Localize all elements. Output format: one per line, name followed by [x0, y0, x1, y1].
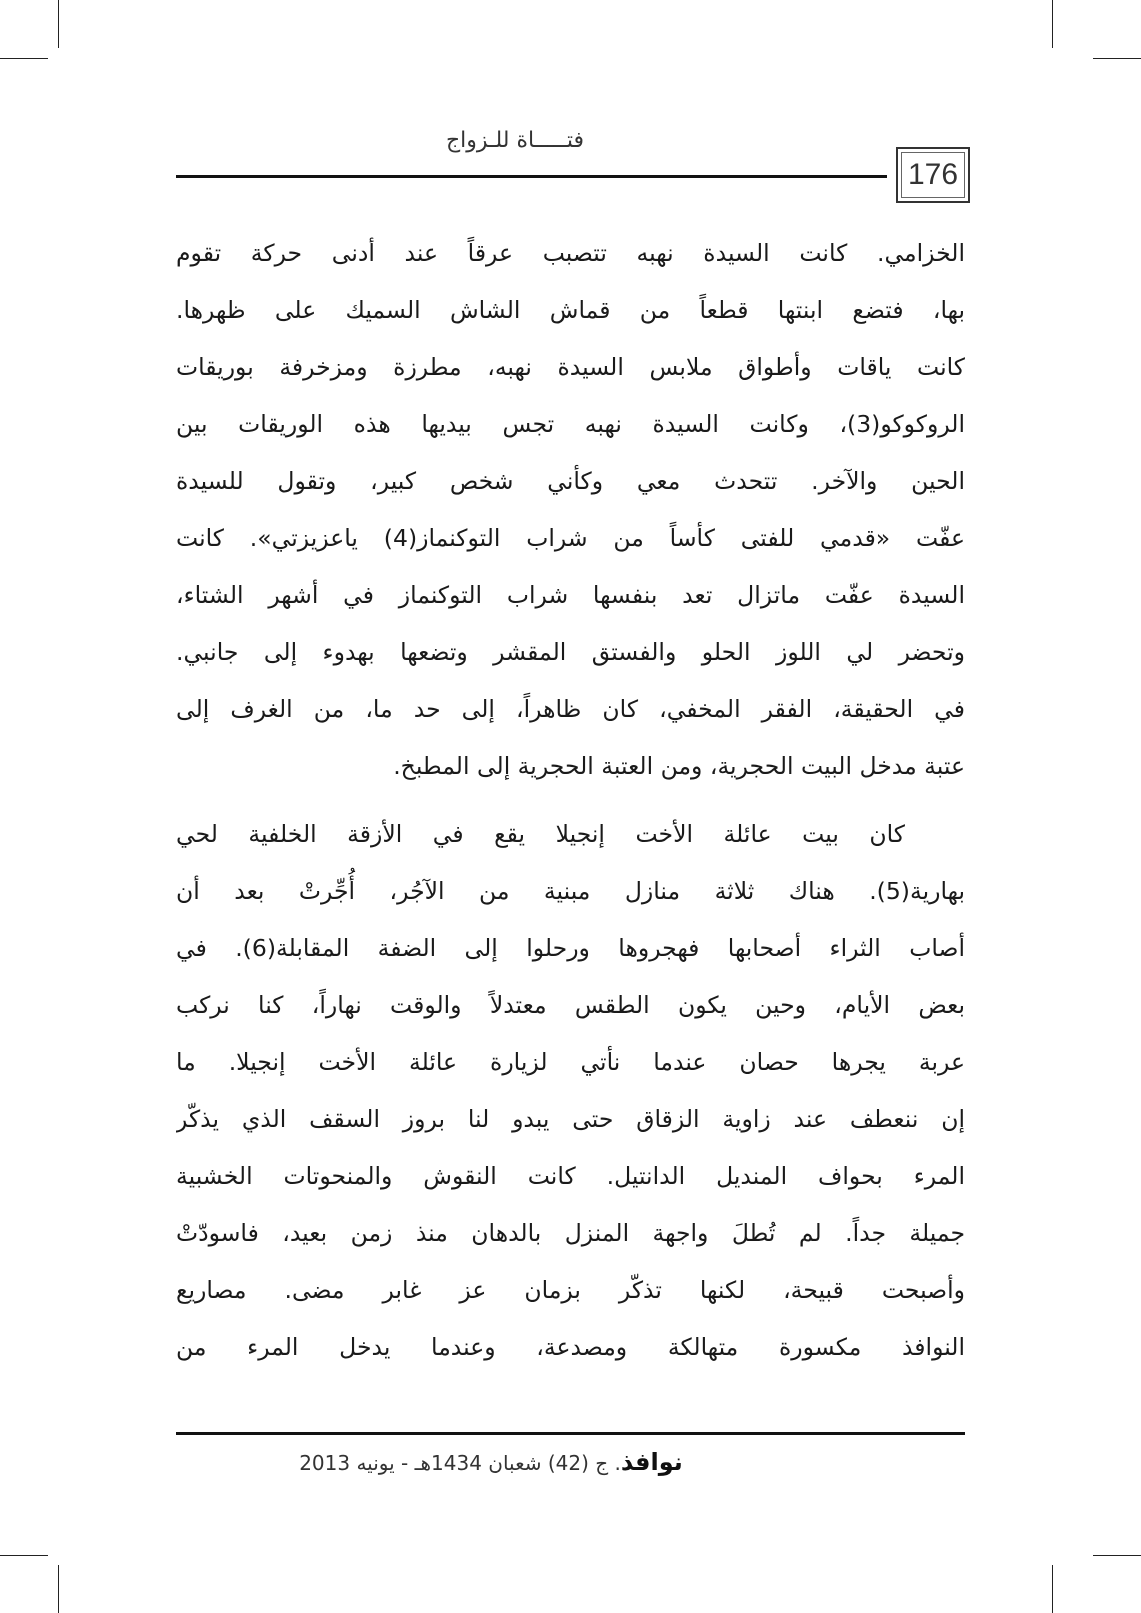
text-line: بعض الأيام، وحين يكون الطقس معتدلاً والوقت نهاراً، كنا نركب	[176, 991, 965, 1019]
text-line: النوافذ مكسورة متهالكة ومصدعة، وعندما يدخل المرء من	[176, 1333, 965, 1361]
paragraph-gap	[176, 795, 965, 806]
text-line: عفّت «قدمي للفتى كأساً من شراب التوكنماز(4) ياعزيزتي». كانت	[176, 524, 965, 552]
text-line: المرء بحواف المنديل الدانتيل. كانت النقوش والمنحوتات الخشبية	[176, 1162, 965, 1190]
text-line: وتحضر لي اللوز الحلو والفستق المقشر وتضعها بهدوء إلى جانبي.	[176, 638, 965, 666]
crop-mark	[1052, 1565, 1053, 1613]
crop-mark	[58, 0, 59, 48]
text-line: في الحقيقة، الفقر المخفي، كان ظاهراً، إلى حد ما، من الغرف إلى	[176, 695, 965, 723]
crop-mark	[58, 1565, 59, 1613]
text-line: جميلة جداً. لم تُطلَ واجهة المنزل بالدهان منذ زمن بعيد، فاسودّتْ	[176, 1219, 965, 1247]
text-line: وأصبحت قبيحة، لكنها تذكّر بزمان عز غابر مضى. مصاريع	[176, 1276, 965, 1304]
text-line: عتبة مدخل البيت الحجرية، ومن العتبة الحجرية إلى المطبخ.	[393, 752, 965, 780]
text-line: كان بيت عائلة الأخت إنجيلا يقع في الأزقة الخلفية لحي	[176, 820, 905, 848]
text-line: أصاب الثراء أصحابها فهجروها ورحلوا إلى الضفة المقابلة(6). في	[176, 934, 965, 962]
crop-mark	[0, 58, 48, 59]
page-number: 176	[896, 147, 970, 203]
crop-mark	[1093, 58, 1141, 59]
crop-mark	[0, 1555, 48, 1556]
footer-rule	[176, 1432, 965, 1435]
text-line: السيدة عفّت ماتزال تعد بنفسها شراب التوكنماز في أشهر الشتاء،	[176, 581, 965, 609]
footer	[176, 1448, 806, 1476]
running-header-title: فتـــــاة للـزواج	[445, 128, 585, 153]
journal-name: نوافذ	[620, 1448, 683, 1476]
article-body	[176, 225, 965, 1376]
text-line: الخزامي. كانت السيدة نهبه تتصبب عرقاً عند أدنى حركة تقوم	[176, 239, 965, 267]
header-rule	[176, 175, 887, 178]
text-line: الروكوكو(3)، وكانت السيدة نهبه تجس بيديها هذه الوريقات بين	[176, 410, 965, 438]
issue-info: . ج (42) شعبان 1434هـ - يونيه 2013	[299, 1451, 621, 1475]
text-line: بهارية(5). هناك ثلاثة منازل مبنية من الآجُر، أُجِّرتْ بعد أن	[176, 877, 965, 905]
crop-mark	[1052, 0, 1053, 48]
text-line: بها، فتضع ابنتها قطعاً من قماش الشاش السميك على ظهرها.	[176, 296, 965, 324]
crop-mark	[1093, 1555, 1141, 1556]
text-line: كانت ياقات وأطواق ملابس السيدة نهبه، مطرزة ومزخرفة بوريقات	[176, 353, 965, 381]
text-line: الحين والآخر. تتحدث معي وكأني شخص كبير، وتقول للسيدة	[176, 467, 965, 495]
text-line: عربة يجرها حصان عندما نأتي لزيارة عائلة الأخت إنجيلا. ما	[176, 1048, 965, 1076]
text-line: إن ننعطف عند زاوية الزقاق حتى يبدو لنا بروز السقف الذي يذكّر	[176, 1105, 965, 1133]
